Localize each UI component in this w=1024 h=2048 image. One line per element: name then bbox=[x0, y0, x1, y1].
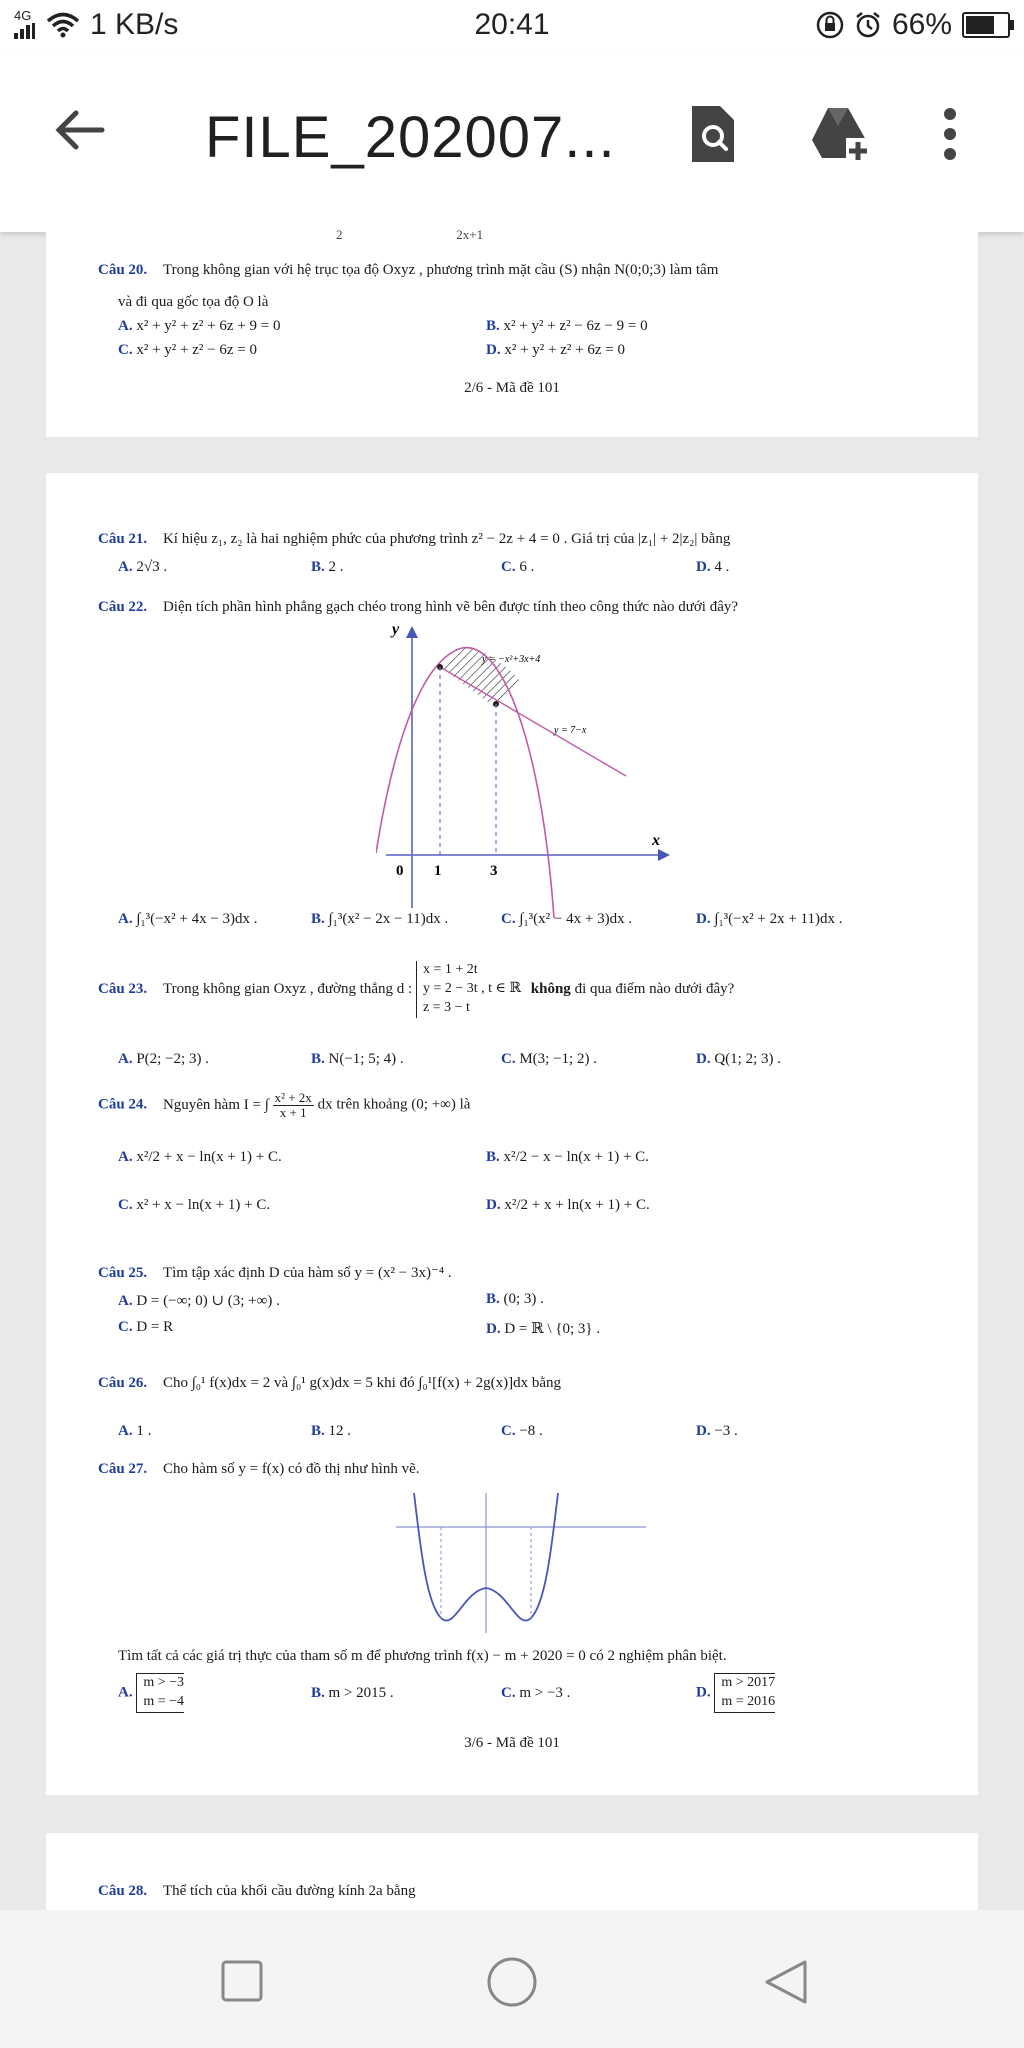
search-document-icon[interactable] bbox=[680, 102, 744, 166]
area-graph bbox=[376, 618, 706, 918]
option-d[interactable]: D. x² + y² + z² + 6z = 0 bbox=[486, 342, 625, 358]
option-d[interactable]: D. D = ℝ \ {0; 3} . bbox=[486, 1321, 601, 1337]
network-speed: 1 KB/s bbox=[90, 8, 179, 41]
lock-rotation-icon bbox=[816, 11, 844, 39]
option-c[interactable]: C. −8 . bbox=[501, 1423, 543, 1439]
add-to-drive-icon[interactable] bbox=[808, 102, 872, 166]
app-bar bbox=[0, 52, 1024, 232]
back-arrow-icon[interactable] bbox=[50, 100, 110, 160]
option-a[interactable]: A. 1 . bbox=[118, 1423, 152, 1439]
option-d[interactable]: D. −3 . bbox=[696, 1423, 738, 1439]
option-d[interactable]: D. Q(1; 2; 3) . bbox=[696, 1051, 782, 1067]
question-text-cont: và đi qua gốc tọa độ O là bbox=[118, 294, 269, 310]
question-number: Câu 20. bbox=[98, 262, 148, 278]
question-20 bbox=[98, 262, 718, 279]
alarm-icon bbox=[854, 11, 882, 39]
y-axis-label: y bbox=[392, 621, 400, 638]
option-b[interactable]: B. 12 . bbox=[311, 1423, 352, 1439]
x-axis-label: x bbox=[652, 832, 660, 849]
option-c[interactable]: C. x² + y² + z² − 6z = 0 bbox=[118, 342, 257, 358]
option-a[interactable]: A. 2√3 . bbox=[118, 559, 168, 575]
line-label: y = 7−x bbox=[554, 725, 587, 736]
option-b[interactable]: B. ∫₁³(x² − 2x − 11)dx . bbox=[311, 911, 449, 927]
option-c[interactable]: C. m > −3 . bbox=[501, 1685, 571, 1701]
recent-apps-button[interactable] bbox=[221, 1960, 263, 2002]
question-24: Câu 24. Nguyên hàm I = ∫ $\frac{\text{x² + 2x}}{x + 1}$ dx trên khoảng (0; +∞) là bbox=[98, 1090, 471, 1120]
option-a[interactable]: A. D = (−∞; 0) ∪ (3; +∞) . bbox=[118, 1293, 280, 1309]
option-b[interactable]: B. x²/2 − x − ln(x + 1) + C. bbox=[486, 1149, 649, 1165]
more-options-icon[interactable] bbox=[930, 102, 970, 166]
option-c[interactable]: C. x² + x − ln(x + 1) + C. bbox=[118, 1197, 271, 1213]
option-d[interactable]: D. x²/2 + x + ln(x + 1) + C. bbox=[486, 1197, 650, 1213]
battery-icon bbox=[962, 12, 1010, 38]
file-title: FILE_202007... bbox=[205, 105, 616, 170]
option-a[interactable]: A. x²/2 + x − ln(x + 1) + C. bbox=[118, 1149, 282, 1165]
question-21: Câu 21. Kí hiệu z₁, z₂ là hai nghiệm phức của phương trình z² − 2z + 4 = 0 . Giá trị của |z₁| + 2|z₂| bằng bbox=[98, 531, 731, 547]
navigation-bar bbox=[0, 1910, 1024, 2048]
option-a[interactable]: A. m > −3 m = −4 bbox=[118, 1673, 184, 1713]
document-page-4 bbox=[46, 1833, 978, 1910]
tick-1-label: 1 bbox=[434, 863, 442, 879]
back-button[interactable] bbox=[763, 1958, 809, 2006]
option-a[interactable]: A. P(2; −2; 3) . bbox=[118, 1051, 209, 1067]
option-b[interactable]: B. 2 . bbox=[311, 559, 344, 575]
option-a[interactable]: A. ∫₁³(−x² + 4x − 3)dx . bbox=[118, 911, 258, 927]
option-c[interactable]: C. D = R bbox=[118, 1319, 174, 1335]
document-page-2 bbox=[46, 227, 978, 437]
partial-line: 2 2x+1 bbox=[336, 227, 484, 242]
option-a[interactable]: A. x² + y² + z² + 6z + 9 = 0 bbox=[118, 318, 281, 334]
function-graph bbox=[396, 1483, 656, 1633]
question-28: Câu 28. Thể tích của khối cầu đường kính 2a bằng bbox=[98, 1883, 416, 1899]
equation-system: x = 1 + 2t y = 2 − 3t , t ∈ ℝ z = 3 − t bbox=[416, 961, 521, 1018]
signal-icon: 4G bbox=[14, 9, 36, 41]
question-27: Câu 27. Cho hàm số y = f(x) có đồ thị như hình vẽ. bbox=[98, 1461, 420, 1477]
status-bar bbox=[0, 0, 1024, 52]
home-button[interactable] bbox=[486, 1956, 538, 2008]
clock: 20:41 bbox=[474, 8, 550, 41]
question-27-text: Tìm tất cả các giá trị thực của tham số m để phương trình f(x) − m + 2020 = 0 có 2 nghiệm phân biệt. bbox=[118, 1648, 727, 1664]
curve-label: y = −x²+3x+4 bbox=[482, 654, 541, 665]
option-b[interactable]: B. (0; 3) . bbox=[486, 1291, 544, 1307]
option-b[interactable]: B. x² + y² + z² − 6z − 9 = 0 bbox=[486, 318, 648, 334]
page-footer: 2/6 - Mã đề 101 bbox=[464, 380, 560, 396]
option-d[interactable]: D. ∫₁³(−x² + 2x + 11)dx . bbox=[696, 911, 843, 927]
question-23: Câu 23. Trong không gian Oxyz , đường thẳng d : x = 1 + 2t y = 2 − 3t , t ∈ ℝ z = 3 − t không đi qua điểm nào dưới đây? bbox=[98, 961, 734, 1018]
option-b[interactable]: B. N(−1; 5; 4) . bbox=[311, 1051, 404, 1067]
option-d[interactable]: D. m > 2017 m = 2016 bbox=[696, 1673, 775, 1713]
option-c[interactable]: C. 6 . bbox=[501, 559, 535, 575]
option-b[interactable]: B. m > 2015 . bbox=[311, 1685, 394, 1701]
option-c[interactable]: C. M(3; −1; 2) . bbox=[501, 1051, 597, 1067]
tick-3-label: 3 bbox=[490, 863, 498, 879]
page-footer: 3/6 - Mã đề 101 bbox=[464, 1735, 560, 1751]
question-text: Trong không gian với hệ trục tọa độ Oxyz , phương trình mặt cầu (S) nhận N(0;0;3) làm tâm bbox=[162, 262, 719, 278]
option-c[interactable]: C. ∫₁³(x² − 4x + 3)dx . bbox=[501, 911, 633, 927]
battery-percent: 66% bbox=[891, 8, 952, 41]
question-22: Câu 22. Diện tích phần hình phẳng gạch chéo trong hình vẽ bên được tính theo công thức nào dưới đây? bbox=[98, 599, 739, 615]
origin-label: 0 bbox=[396, 863, 404, 879]
document-page-3 bbox=[46, 473, 978, 1795]
question-25: Câu 25. Tìm tập xác định D của hàm số y = (x² − 3x)⁻⁴ . bbox=[98, 1265, 452, 1281]
question-26: Câu 26. Cho ∫₀¹ f(x)dx = 2 và ∫₀¹ g(x)dx = 5 khi đó ∫₀¹[f(x) + 2g(x)]dx bằng bbox=[98, 1375, 562, 1391]
option-d[interactable]: D. 4 . bbox=[696, 559, 730, 575]
